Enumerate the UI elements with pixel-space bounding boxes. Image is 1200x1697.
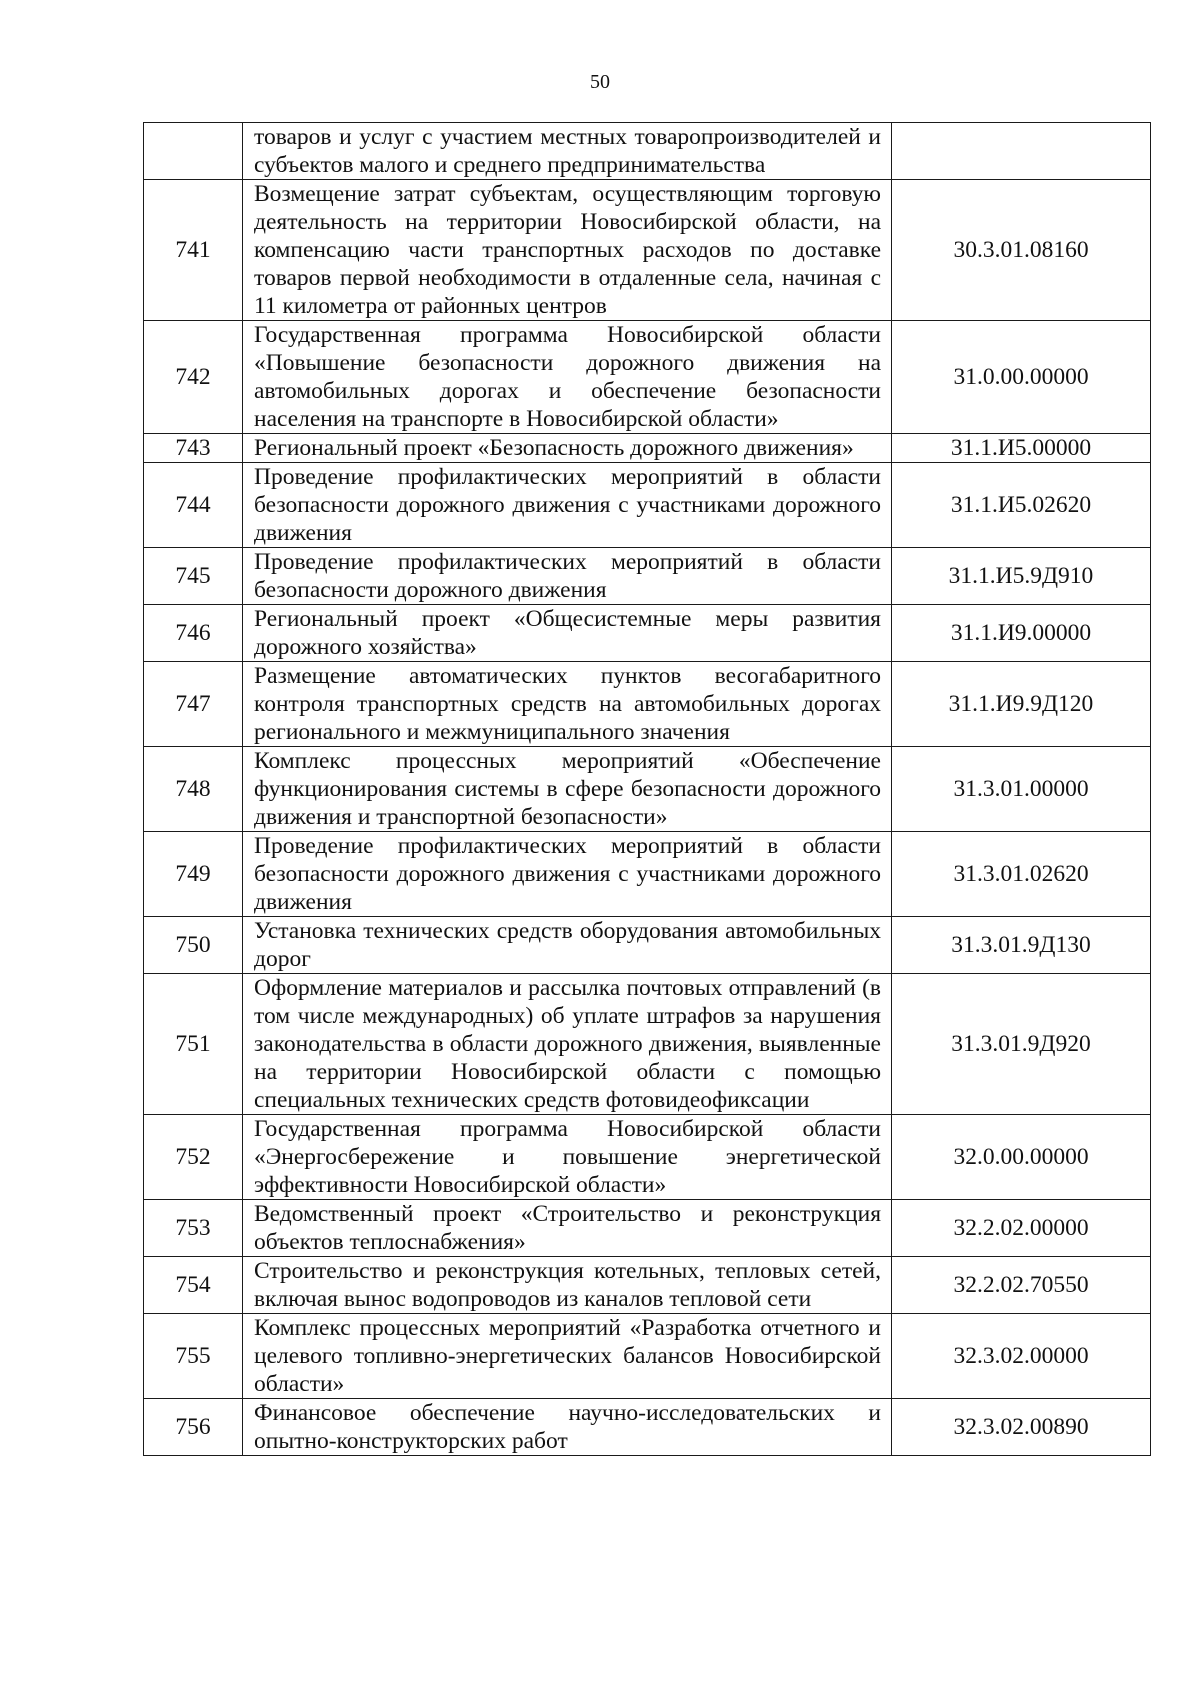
table-row xyxy=(144,1115,1151,1200)
row-description: Государственная программа Новосибирской области «Энергосбережение и повышение энергетической эффективности Новосибирской области» xyxy=(243,1115,892,1200)
table-row xyxy=(144,605,1151,662)
row-number: 748 xyxy=(144,747,243,832)
table-row xyxy=(144,321,1151,434)
table-row xyxy=(144,463,1151,548)
row-description: Региональный проект «Безопасность дорожного движения» xyxy=(243,434,892,463)
row-code: 32.2.02.00000 xyxy=(892,1200,1151,1257)
row-code: 31.0.00.00000 xyxy=(892,321,1151,434)
row-description: Региональный проект «Общесистемные меры развития дорожного хозяйства» xyxy=(243,605,892,662)
row-description: Финансовое обеспечение научно-исследовательских и опытно-конструкторских работ xyxy=(243,1399,892,1456)
row-number: 754 xyxy=(144,1257,243,1314)
table-row xyxy=(144,123,1151,180)
page-number: 50 xyxy=(590,71,610,93)
row-description: Проведение профилактических мероприятий в области безопасности дорожного движения с участниками дорожного движения xyxy=(243,832,892,917)
table-row xyxy=(144,434,1151,463)
row-number: 750 xyxy=(144,917,243,974)
row-number: 752 xyxy=(144,1115,243,1200)
row-number xyxy=(144,123,243,180)
row-number: 741 xyxy=(144,180,243,321)
budget-codes-table xyxy=(143,122,1151,1456)
row-description: Возмещение затрат субъектам, осуществляющим торговую деятельность на территории Новосибирской области, на компенсацию части транспортных расходов по доставке товаров первой необходимости в отдаленные села, начиная с 11 километра от районных центров xyxy=(243,180,892,321)
row-code: 31.3.01.02620 xyxy=(892,832,1151,917)
row-description: Государственная программа Новосибирской области «Повышение безопасности дорожного движения на автомобильных дорогах и обеспечение безопасности населения на транспорте в Новосибирской области» xyxy=(243,321,892,434)
row-number: 743 xyxy=(144,434,243,463)
table-row xyxy=(144,917,1151,974)
table-row xyxy=(144,1257,1151,1314)
table-row xyxy=(144,1200,1151,1257)
row-code: 31.1.И9.9Д120 xyxy=(892,662,1151,747)
row-code: 31.1.И5.9Д910 xyxy=(892,548,1151,605)
row-number: 747 xyxy=(144,662,243,747)
table-row xyxy=(144,1399,1151,1456)
row-code: 32.0.00.00000 xyxy=(892,1115,1151,1200)
table-row xyxy=(144,832,1151,917)
row-code: 32.3.02.00000 xyxy=(892,1314,1151,1399)
row-description: Комплекс процессных мероприятий «Разработка отчетного и целевого топливно-энергетических балансов Новосибирской области» xyxy=(243,1314,892,1399)
row-description: Размещение автоматических пунктов весогабаритного контроля транспортных средств на автомобильных дорогах регионального и межмуниципального значения xyxy=(243,662,892,747)
row-description: Комплекс процессных мероприятий «Обеспечение функционирования системы в сфере безопасности дорожного движения и транспортной безопасности» xyxy=(243,747,892,832)
row-number: 751 xyxy=(144,974,243,1115)
row-number: 753 xyxy=(144,1200,243,1257)
table-row xyxy=(144,180,1151,321)
row-number: 756 xyxy=(144,1399,243,1456)
row-number: 742 xyxy=(144,321,243,434)
row-description: товаров и услуг с участием местных товаропроизводителей и субъектов малого и среднего предпринимательства xyxy=(243,123,892,180)
row-number: 755 xyxy=(144,1314,243,1399)
table-row xyxy=(144,548,1151,605)
row-number: 744 xyxy=(144,463,243,548)
row-description: Строительство и реконструкция котельных, тепловых сетей, включая вынос водопроводов из каналов тепловой сети xyxy=(243,1257,892,1314)
row-code xyxy=(892,123,1151,180)
row-code: 31.3.01.9Д130 xyxy=(892,917,1151,974)
row-description: Установка технических средств оборудования автомобильных дорог xyxy=(243,917,892,974)
table-row xyxy=(144,747,1151,832)
table-row xyxy=(144,662,1151,747)
row-code: 32.2.02.70550 xyxy=(892,1257,1151,1314)
table-body xyxy=(144,123,1151,1456)
row-code: 31.1.И5.02620 xyxy=(892,463,1151,548)
row-description: Проведение профилактических мероприятий в области безопасности дорожного движения xyxy=(243,548,892,605)
row-description: Ведомственный проект «Строительство и реконструкция объектов теплоснабжения» xyxy=(243,1200,892,1257)
row-number: 745 xyxy=(144,548,243,605)
row-number: 749 xyxy=(144,832,243,917)
table-row xyxy=(144,1314,1151,1399)
row-description: Оформление материалов и рассылка почтовых отправлений (в том числе международных) об уплате штрафов за нарушения законодательства в области дорожного движения, выявленные на территории Новосибирской области с помощью специальных технических средств фотовидеофиксации xyxy=(243,974,892,1115)
row-code: 31.3.01.9Д920 xyxy=(892,974,1151,1115)
row-description: Проведение профилактических мероприятий в области безопасности дорожного движения с участниками дорожного движения xyxy=(243,463,892,548)
row-code: 31.1.И5.00000 xyxy=(892,434,1151,463)
row-number: 746 xyxy=(144,605,243,662)
row-code: 32.3.02.00890 xyxy=(892,1399,1151,1456)
row-code: 31.1.И9.00000 xyxy=(892,605,1151,662)
table-row xyxy=(144,974,1151,1115)
row-code: 30.3.01.08160 xyxy=(892,180,1151,321)
row-code: 31.3.01.00000 xyxy=(892,747,1151,832)
